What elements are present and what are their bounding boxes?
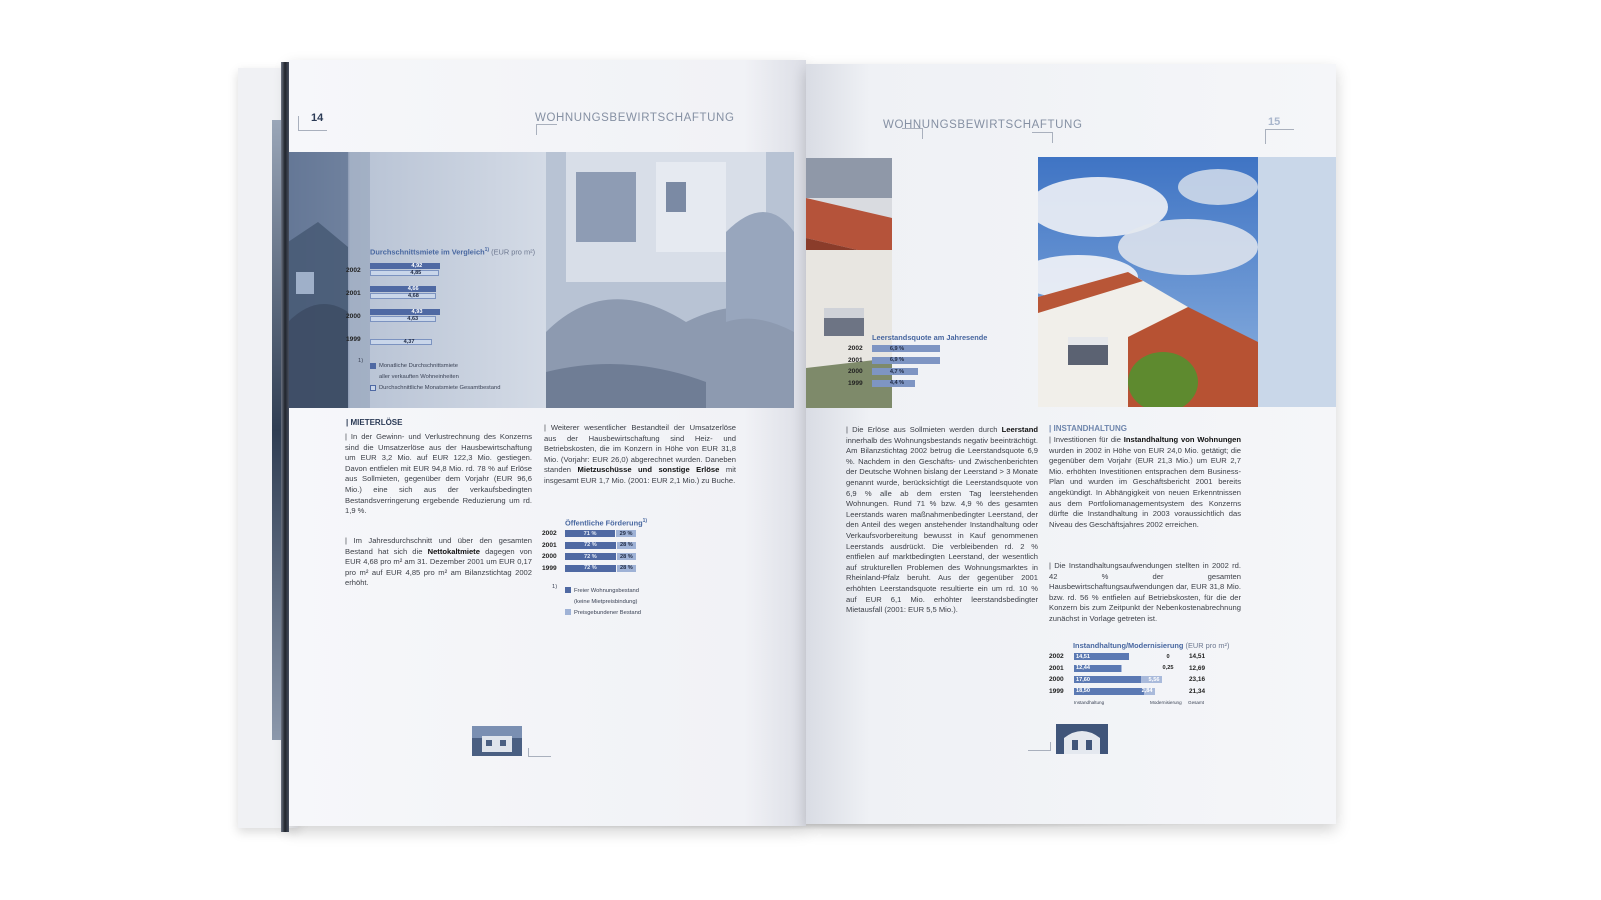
data-label: 12,44 (1076, 665, 1090, 671)
paragraph: | Die Erlöse aus Sollmieten werden durch Leerstand innerhalb des Wohnungsbestands negativ beeinträchtigt. Am Bilanzstichtag 2002 betrug die Leerstandsquote 6,9 %. Nachdem in den Geschäfts- und Zwischenberichten der Deutsche Wohnen bislang der Leerstand > 3 Monate genannt wurde, berücksichtigt die Leerstandsquote von 6,9 % alle ab dem ersten Tag leerstehenden Wohnungen. Rund 71 % bzw. 4,9 % des gesamten Leerstands waren maßnahmenbedingter Leerstand, der den Anteil des wegen anstehender Instandhaltung oder Verkaufsvorbereitung bewusst in Kauf genommenen Leerstands ausdrückt. Die verbleibenden rd. 2 % entfielen auf marktbedingten Leerstand, der wesentlich auf strukturellen Problemen des Wohnungsmarktes in Rheinland-Pfalz beruht. Aus der gegenüber 2001 erhöhten Leerstandsquote resultierte ein um rd. 10 % auf EUR 6,1 Mio. erhöhter leerstandsbedingter Mietausfall (2001: EUR 5,5 Mio.). (846, 425, 1038, 615)
house-sky-photo (1038, 157, 1258, 407)
year-label: 2001 (346, 290, 361, 297)
year-label: 2002 (542, 530, 557, 537)
year-label: 2001 (848, 356, 863, 364)
blue-panel (1258, 157, 1336, 407)
data-label: 4,7 % (889, 368, 905, 375)
crop-mark (1028, 742, 1051, 751)
paragraph: | Die Instandhaltungsaufwendungen stellten in 2002 rd. 42 % der gesamten Hausbewirtschaftungsaufwendungen dar, EUR 31,8 Mio. bzw. rd. 56 % entfielen auf Betriebskosten, für die der Konzern bis zum Zeitpunkt der Nebenkostenabrechnung zunächst in Vorlage getreten ist. (1049, 561, 1241, 623)
chart-title-sup: 1) (642, 518, 648, 524)
crop-mark (1265, 129, 1294, 144)
paragraph-text: Die Erlöse aus Sollmieten werden durch (852, 425, 998, 434)
legend-label: aller verkauften Wohneinheiten (379, 374, 459, 380)
data-label: 72 % (584, 553, 597, 560)
thumbnail-image (1056, 724, 1108, 754)
year-label: 2000 (346, 313, 361, 320)
paragraph-text: dagegen von EUR 4,68 pro m² am 31. Dezember 2001 um EUR 0,17 pro m² auf EUR 4,85 pro m² am Bilanzstichtag 2002 erhöht. (345, 546, 532, 588)
data-label: 28 % (620, 542, 633, 548)
thumbnail-image (472, 726, 522, 756)
paragraph-bold: Instandhaltung von Wohnungen (1123, 435, 1241, 444)
year-label: 2001 (542, 541, 557, 549)
data-label: 5,56 (1148, 676, 1160, 683)
year-label: 2000 (542, 553, 557, 560)
chart-title-text: Durchschnittsmiete im Vergleich (370, 247, 485, 257)
chart-title (565, 518, 647, 527)
data-label: 0,25 (1162, 665, 1174, 671)
legend-swatch (565, 609, 571, 615)
legend-label: Durchschnittliche Monatsmiete Gesamtbestand (379, 385, 501, 391)
paragraph-text: Investitionen für die (1053, 435, 1121, 444)
crop-mark (528, 748, 551, 757)
chart-title-text: Öffentliche Förderung (565, 518, 643, 528)
paragraph: | Im Jahresdurchschnitt und über den gesamten Bestand hat sich die Nettokaltmiete dagegen von EUR 4,68 pro m² am 31. Dezember 2001 um EUR 0,17 pro m² auf EUR 4,85 pro m² am Bilanzstichtag 2002 erhöht. (345, 536, 532, 588)
left-page (288, 60, 806, 826)
crop-mark (536, 124, 557, 135)
paragraph-text: Weiterer wesentlicher Bestandteil der Umsatzerlöse aus der Hausbewirtschaftung sind Heiz- und Betriebskosten, die im Konzern in Höhe von EUR 31,8 Mio. (Vorjahr: EUR 26,0) abgerechnet wurden. Daneben standen (544, 423, 736, 475)
data-label: 28 % (620, 565, 633, 571)
chart-unit: (EUR pro m²) (491, 247, 536, 257)
year-label: 2001 (1049, 664, 1064, 672)
chart-title-sup: 1) (484, 247, 490, 253)
data-label: 0 (1166, 653, 1170, 660)
legend-swatch (565, 587, 571, 593)
paragraph-bold: Mietzuschüsse und sonstige Erlöse (577, 465, 720, 475)
paragraph-text: wurden in 2002 in Höhe von EUR 24,0 Mio. getätigt; die gegenüber dem Vorjahr (EUR 21,3 Mio.) um EUR 2,7 Mio. erhöhten Investitionen entsprachen dem Business-Plan und wurden im Geschäftsbericht 2001 bereits angekündigt. In Abhängigkeit von neuen Erkenntnissen aus dem Portfoliomanagementsystem des Konzerns dürfte die Instandhaltung in 2003 voraussichtlich das Niveau des Geschäftsjahres 2002 erreichen. (1049, 445, 1241, 529)
year-label: 2002 (1049, 653, 1064, 660)
data-label: 6,9 % (889, 357, 905, 363)
data-label: 4,66 (407, 285, 419, 292)
right-page (806, 64, 1336, 824)
paragraph-text: In der Gewinn- und Verlustrechnung des Konzerns sind die Umsatzerlöse aus der Hausbewirtschaftung um EUR 3,2 Mio. auf EUR 122,3 Mio. gestiegen. Davon entfielen mit EUR 94,8 Mio. rd. 78 % auf Erlöse aus Sollmieten, gegenüber dem Vorjahr (EUR 96,6 Mio.) eine sich aus der verkaufsbedingten Bestandsverringerung ergebende Reduzierung um rd. 1,9 %. (345, 432, 532, 516)
paragraph-text: Die Instandhaltungsaufwendungen stellten in 2002 rd. 42 % der gesamten Hausbewirtschaftungsaufwendungen dar, EUR 31,8 Mio. bzw. rd. 56 % entfielen auf Betriebskosten, für die der Konzern bis zum Zeitpunkt der Nebenkostenabrechnung zunächst in Vorlage getreten ist. (1049, 561, 1241, 623)
data-label: 14,51 (1076, 653, 1090, 660)
year-label: 2000 (848, 368, 863, 375)
paragraph-bold: Leerstand (1001, 425, 1038, 434)
axis-label: Modernisierung (1150, 700, 1182, 705)
data-label: 2,84 (1141, 688, 1153, 694)
year-label: 2002 (848, 345, 863, 352)
data-label: 4,92 (411, 262, 423, 269)
data-label: 72 % (584, 542, 597, 548)
data-label: 4,37 (403, 338, 415, 345)
paragraph-bold: Nettokaltmiete (427, 546, 480, 556)
total-value: 14,51 (1189, 653, 1205, 660)
paragraph-text: innerhalb des Wohnungsbestands negativ beeinträchtigt. Am Bilanzstichtag 2002 betrug die Leerstandsquote 6,9 %. Nachdem in den Geschäfts- und Zwischenberichten der Deutsche Wohnen bislang der Leerstand > 3 Monate genannt wurde, berücksichtigt die Leerstandsquote von 6,9 % alle ab dem ersten Tag leerstehenden Wohnungen. Rund 71 % bzw. 4,9 % des gesamten Leerstands waren maßnahmenbedingter Leerstand, der den Anteil des wegen anstehender Instandhaltung oder Verkaufsvorbereitung bewusst in Kauf genommenen Leerstands ausdrückt. Die verbleibenden rd. 2 % entfielen auf marktbedingten Leerstand, der wesentlich auf strukturellen Problemen des Wohnungsmarktes in Rheinland-Pfalz beruht. Aus der gegenüber 2001 erhöhten Leerstandsquote resultierte ein um rd. 10 % auf EUR 6,1 Mio. erhöhter leerstandsbedingter Mietausfall (2001: EUR 5,5 Mio.). (846, 435, 1038, 615)
data-label: 4,85 (410, 269, 422, 276)
paragraph: | Investitionen für die Instandhaltung von Wohnungen wurden in 2002 in Höhe von EUR 24,0 Mio. getätigt; die gegenüber dem Vorjahr (EUR 21,3 Mio.) um EUR 2,7 Mio. erhöhten Investitionen entsprachen dem Business-Plan und wurden im Geschäftsbericht 2001 bereits angekündigt. In Abhängigkeit von neuen Erkenntnissen aus dem Portfoliomanagementsystem des Konzerns dürfte die Instandhaltung in 2003 voraussichtlich das Niveau des Geschäftsjahres 2002 erreichen. (1049, 435, 1241, 529)
data-label: 4,4 % (889, 380, 905, 386)
data-label: 17,60 (1076, 676, 1090, 683)
page-number: 15 (1268, 116, 1281, 128)
footnote-mark: 1) (358, 358, 364, 364)
chart-unit: (EUR pro m²) (1185, 641, 1230, 650)
paragraph: | In der Gewinn- und Verlustrechnung des Konzerns sind die Umsatzerlöse aus der Hausbewirtschaftung um EUR 3,2 Mio. auf EUR 122,3 Mio. gestiegen. Davon entfielen mit EUR 94,8 Mio. rd. 78 % auf Erlöse aus Sollmieten, gegenüber dem Vorjahr (EUR 96,6 Mio.) eine sich aus der verkaufsbedingten Bestandsverringerung ergebende Reduzierung um rd. 1,9 %. (345, 432, 532, 516)
legend-label: Monatliche Durchschnittsmiete (379, 363, 458, 369)
chart-title (370, 247, 535, 256)
spine-edge (281, 62, 289, 832)
spine-edge (272, 120, 281, 740)
legend-label: Freier Wohnungsbestand (574, 588, 639, 594)
legend-label: Preisgebundener Bestand (574, 610, 642, 616)
paragraph-text: Im Jahresdurchschnitt und über den gesamten Bestand hat sich die (345, 536, 532, 556)
data-label: 4,63 (407, 315, 419, 322)
data-label: 4,93 (411, 308, 423, 315)
year-label: 1999 (346, 336, 361, 343)
chart-title-text: Instandhaltung/Modernisierung (1073, 641, 1184, 650)
running-header: WOHNUNGSBEWIRTSCHAFTUNG (535, 112, 735, 124)
legend-swatch (370, 363, 376, 369)
total-value: 23,16 (1189, 676, 1205, 683)
year-label: 2000 (1049, 676, 1064, 683)
year-label: 1999 (1049, 687, 1064, 695)
data-label: 72 % (584, 565, 597, 571)
footnote-mark: 1) (552, 584, 558, 590)
crop-mark (1032, 132, 1053, 143)
total-value: 21,34 (1189, 687, 1205, 695)
bar (1121, 665, 1122, 672)
year-label: 1999 (542, 564, 557, 572)
data-label: 71 % (583, 530, 597, 537)
section-heading-text: MIETERLÖSE (350, 418, 403, 427)
data-label: 29 % (619, 530, 633, 537)
chart-title: Leerstandsquote am Jahresende (872, 333, 988, 342)
axis-label: Instandhaltung (1074, 700, 1105, 705)
year-label: 2002 (346, 267, 361, 274)
page-number: 14 (311, 112, 324, 124)
paragraph: | Weiterer wesentlicher Bestandteil der Umsatzerlöse aus der Hausbewirtschaftung sind Heiz- und Betriebskosten, die im Konzern in Höhe von EUR 31,8 Mio. (Vorjahr: EUR 26,0) abgerechnet wurden. Daneben standen Mietzuschüsse und sonstige Erlöse mit insgesamt EUR 1,7 Mio. (2001: EUR 2,1 Mio.) zu Buche. (544, 423, 736, 485)
total-value: 12,69 (1189, 664, 1205, 672)
section-heading: | MIETERLÖSE (346, 418, 403, 427)
data-label: 6,9 % (889, 345, 905, 352)
axis-label: Gesamt (1188, 700, 1205, 705)
data-label: 4,68 (408, 292, 419, 299)
section-heading: | INSTANDHALTUNG (1049, 424, 1127, 433)
running-header: WOHNUNGSBEWIRTSCHAFTUNG (883, 119, 1083, 131)
chart-title (1073, 641, 1229, 650)
section-heading-text: INSTANDHALTUNG (1053, 424, 1127, 433)
house-photo-left (288, 152, 546, 408)
paragraph-text: mit insgesamt EUR 1,7 Mio. (2001: EUR 2,1 Mio.) zu Buche. (544, 465, 736, 485)
legend-swatch (370, 385, 376, 391)
year-label: 1999 (848, 379, 863, 387)
legend-label: (keine Mietpreisbindung) (574, 599, 638, 605)
garden-photo (546, 152, 794, 408)
data-label: 28 % (620, 553, 633, 560)
data-label: 18,50 (1076, 688, 1090, 694)
